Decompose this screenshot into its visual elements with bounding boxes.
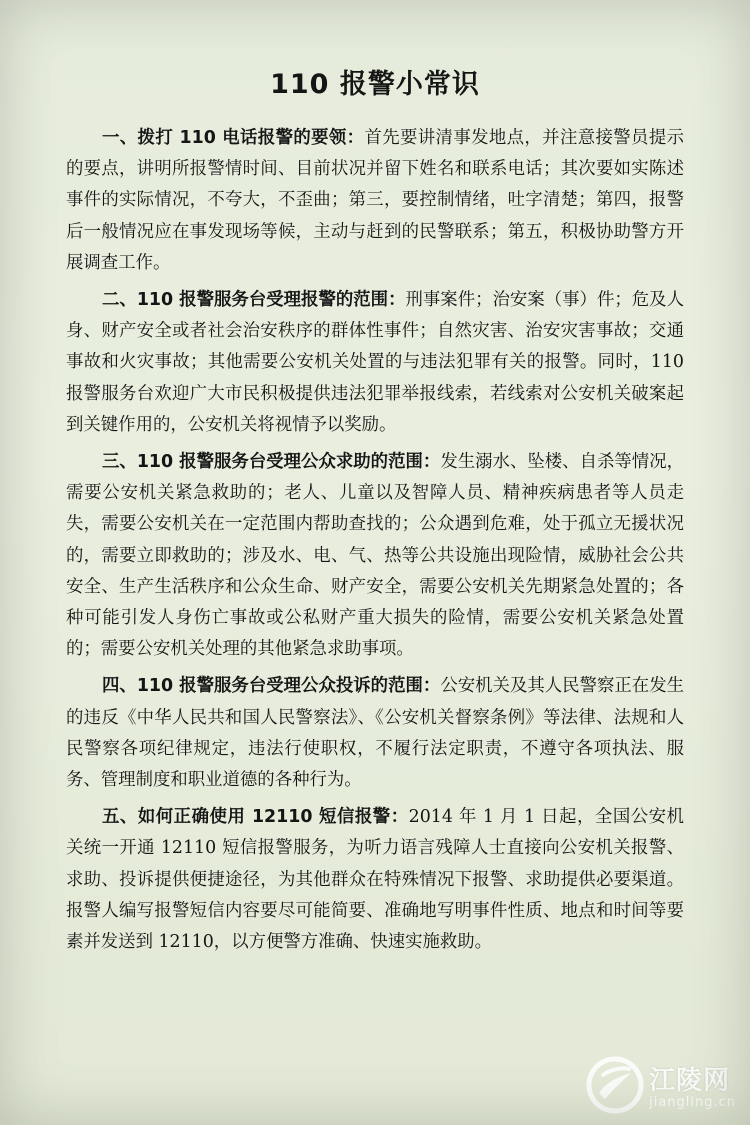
document-title: 110 报警小常识 xyxy=(270,69,480,100)
section-body: 首先要讲清事发地点，并注意接警员提示的要点，讲明所报警情时间、目前状况并留下姓名和联系电话；其次要如实陈述事件的实际情况，不夸大，不歪曲；第三，要控制情绪，吐字清楚；第四，报警后一般情况应在事发现场等候，主动与赶到的民警联系；第五，积极协助警方开展调查工作。 xyxy=(66,128,684,273)
section-body: 刑事案件；治安案（事）件；危及人身、财产安全或者社会治安秩序的群体性事件；自然灾害、治安灾害事故；交通事故和火灾事故；其他需要公安机关处置的与违法犯罪有关的报警。同时，110 报警服务台欢迎广大市民积极提供违法犯罪举报线索，若线索对公安机关破案起到关键作用的，公安机关将视情予以奖励。 xyxy=(66,290,684,435)
section-body: 2014 年 1 月 1 日起，全国公安机关统一开通 12110 短信报警服务，为听力语言残障人士直接向公安机关报警、求助、投诉提供便捷途径，为其他群众在特殊情况下报警、求助提供必要渠道。报警人编写报警短信内容要尽可能简要、准确地写明事件性质、地点和时间等要素并发送到 12110，以方便警方准确、快速实施救助。 xyxy=(66,807,684,953)
section-heading: 五、如何正确使用 12110 短信报警： xyxy=(102,807,409,828)
section-heading: 三、110 报警服务台受理公众求助的范围： xyxy=(102,452,441,473)
section-2 xyxy=(66,285,684,441)
watermark-text xyxy=(649,1060,736,1110)
section-heading: 一、拨打 110 电话报警的要领： xyxy=(102,128,365,148)
section-heading: 四、110 报警服务台受理公众投诉的范围： xyxy=(102,676,441,697)
section-5 xyxy=(66,802,684,958)
section-4 xyxy=(66,671,684,796)
jiangling-logo-icon xyxy=(585,1055,645,1115)
section-3 xyxy=(66,447,684,665)
watermark-domain: jiangling.cn xyxy=(649,1095,736,1110)
document xyxy=(66,62,684,964)
section-body: 发生溺水、坠楼、自杀等情况，需要公安机关紧急救助的；老人、儿童以及智障人员、精神疾病患者等人员走失，需要公安机关在一定范围内帮助查找的；公众遇到危难，处于孤立无援状况的，需要立即救助的；涉及水、电、气、热等公共设施出现险情，威胁社会公共安全、生产生活秩序和公众生命、财产安全，需要公安机关先期紧急处置的；各种可能引发人身伤亡事故或公私财产重大损失的险情，需要公安机关紧急处置的；需要公安机关处理的其他紧急求助事项。 xyxy=(66,452,684,660)
watermark-site-name: 江陵网 xyxy=(649,1066,731,1096)
section-body: 公安机关及其人民警察正在发生的违反《中华人民共和国人民警察法》、《公安机关督察条例》等法律、法规和人民警察各项纪律规定，违法行使职权，不履行法定职责，不遵守各项执法、服务、管理制度和职业道德的各种行为。 xyxy=(66,676,684,791)
site-watermark xyxy=(585,1055,736,1115)
section-1 xyxy=(66,123,684,279)
section-heading: 二、110 报警服务台受理报警的范围： xyxy=(102,290,406,311)
